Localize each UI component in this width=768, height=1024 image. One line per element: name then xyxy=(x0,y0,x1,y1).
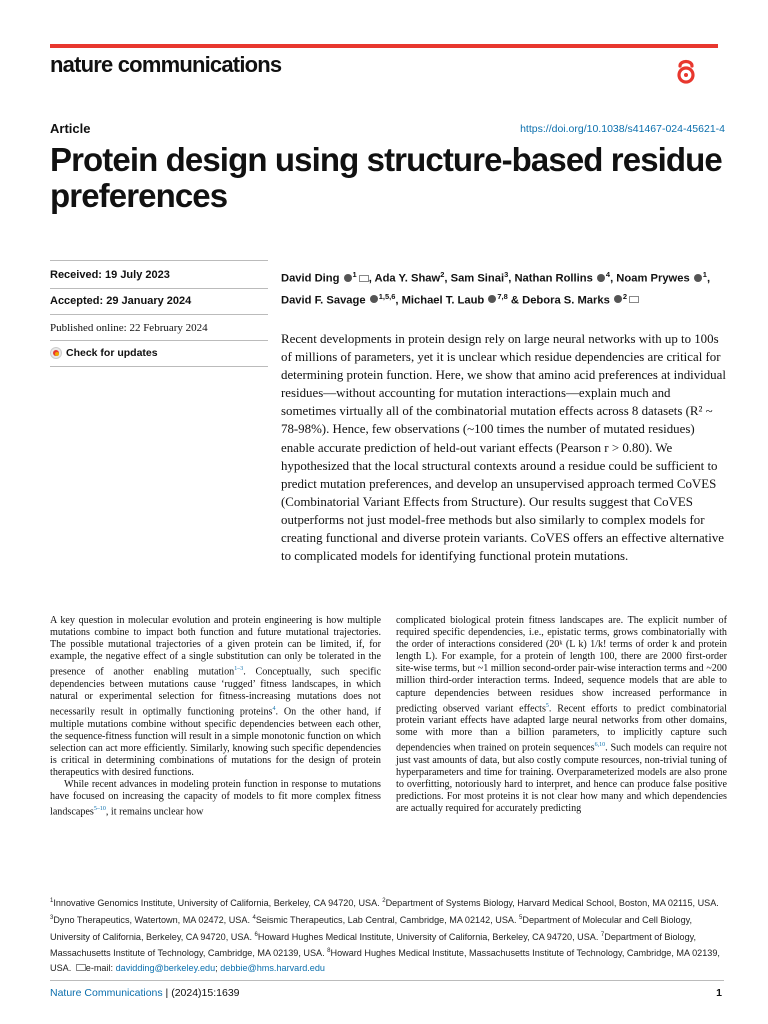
open-access-icon xyxy=(670,55,702,87)
author-name[interactable]: David Ding xyxy=(281,272,340,285)
orcid-icon[interactable] xyxy=(370,295,378,303)
footer-journal-link[interactable]: Nature Communications xyxy=(50,987,163,999)
accepted-date: Accepted: 29 January 2024 xyxy=(50,295,192,307)
reference-link[interactable]: 5–10 xyxy=(93,806,106,813)
orcid-icon[interactable] xyxy=(597,274,605,282)
abstract: Recent developments in protein design rely on large neural networks with up to 100s of millions of parameters, yet it is unclear which residue dependencies are critical for determining protein function. Here, we show that amino acid preferences at individual residues—without accounting for mutation interactions—explain much and sometimes virtually all of the combinatorial mutation effects across 8 datasets (R² ~ 78-98%). Hence, few observations (~100 times the number of mutated residues) enable accurate prediction of held-out variant effects (Pearson r > 0.80). We hypothesized that the local structural contexts around a residue could be sufficient to predict mutation preferences, and develop an unsupervised approach termed CoVES (Combinatorial Variant Effects from Structure). Our results suggest that CoVES outperforms not just model-free methods but also similarly to complex models for creating functional and diverse protein variants. CoVES offers an effective alternative to complicated models for identifying functional protein mutations. xyxy=(281,332,726,564)
received-date: Received: 19 July 2023 xyxy=(50,269,170,281)
orcid-icon[interactable] xyxy=(344,274,352,282)
author-name[interactable]: , Noam Prywes xyxy=(610,272,690,285)
doi-link[interactable]: https://doi.org/10.1038/s41467-024-45621-4 xyxy=(520,123,725,135)
orcid-icon[interactable] xyxy=(614,295,622,303)
author-name[interactable]: & Debora S. Marks xyxy=(507,294,610,307)
orcid-icon[interactable] xyxy=(694,274,702,282)
reference-link[interactable]: 5 xyxy=(545,702,549,709)
journal-name: nature communications xyxy=(50,52,282,77)
author-list: David Ding $^1$ , Ada Y. Shaw$^2$, Sam Sinai$^3$, Nathan Rollins $^4$, Noam Prywes $^1$, David F. Savage $^{1,5,6}$, Michael T. Laub $^{7,8}$ & Debora S. Marks $^2$ xyxy=(281,270,711,307)
footer-citation: Nature Communications | (2024)15:1639 xyxy=(50,987,240,999)
affiliations: $^1$Innovative Genomics Institute, University of California, Berkeley, CA 94720, USA. $^2$Department of Systems Biology, Harvard Medical School, Boston, MA 02115, USA. $^3$Dyno Therapeutics, Watertown, MA 02472, USA. $^4$Seismic Therapeutics, Lab Central, Cambridge, MA 02142, USA. $^5$Department of Molecular and Cell Biology, University of California, Berkeley, CA 94720, USA. $^6$Howard Hughes Medical Institute, University of California, Berkeley, CA 94720, USA. $^7$Department of Biology, Massachusetts Institute of Technology, Cambridge, MA 02139, USA. $^8$Howard Hughes Medical Institute, Massachusetts Institute of Technology, Cambridge, MA 02139, USA. e-mail: davidding@berkeley.edu; debbie@hms.harvard.edu xyxy=(50,898,720,974)
body-column-right xyxy=(396,615,727,815)
email-icon[interactable] xyxy=(359,275,369,282)
divider xyxy=(50,366,268,367)
check-for-updates-label: Check for updates xyxy=(66,347,158,359)
divider xyxy=(50,314,268,315)
author-name[interactable]: , David F. Savage xyxy=(281,272,711,307)
body-paragraph: A key question in molecular evolution and protein engineering is how multiple mutations combine to impact both function and future mutational trajectories. The possible mutational trajectories of a given protein can be limited, if, for example, the negative effect of a single substitution can only be tolerated in the presence of another enabling mutation$^{1-3}$. Conceptually, such specific dependencies between mutations cause ‘rugged’ fitness landscapes, in which natural or experimental selection for fitness-increasing mutations does not necessarily result in optimally functioning proteins$^4$. On the other hand, if multiple mutations combine without specific dependencies between each other, the sequence-fitness function will result in a simple monotonic function on which selection can act more efficiently. Similarly, knowing such specific dependencies is critical in determining combinations of mutations for the design of protein therapeutics with desired functions. xyxy=(50,615,381,778)
body-paragraph: While recent advances in modeling protein function in response to mutations have focused on increasing the capacity of models to fit more complex fitness landscapes$^{5-10}$, it remains unclear how xyxy=(50,778,381,818)
check-for-updates-button[interactable] xyxy=(50,347,270,359)
email-link[interactable]: davidding@berkeley.edu xyxy=(115,963,216,974)
author-name[interactable]: , Ada Y. Shaw xyxy=(368,272,441,285)
email-icon[interactable] xyxy=(629,296,639,303)
divider xyxy=(50,288,268,289)
reference-link[interactable]: 6,10 xyxy=(594,742,606,749)
email-link[interactable]: debbie@hms.harvard.edu xyxy=(220,963,325,974)
author-name[interactable]: , Nathan Rollins xyxy=(508,272,593,285)
published-date: Published online: 22 February 2024 xyxy=(50,322,208,334)
orcid-icon[interactable] xyxy=(488,295,496,303)
email-icon xyxy=(76,964,86,971)
article-title: Protein design using structure-based residue preferences xyxy=(50,141,722,214)
article-type-label: Article xyxy=(50,121,91,136)
body-column-left xyxy=(50,615,381,819)
body-paragraph: complicated biological protein fitness landscapes are. The explicit number of required specific dependencies, i.e., epistatic terms, grows combinatorially with the order of interactions considered (20ᵏ (L k) 1/k! terms of order k and protein length L). For example, for a protein of length 100, there are 2000 first-order site-wise terms, but ~1 million second-order pair-wise interaction terms and ~200 million third-order interaction terms. Indeed, sequence models that are able to capture dependencies between residues show increased performance in predicting observed variant effects$^5$. Recent efforts to predict combinatorial protein variant effects have adapted large neural networks from other domains, some with more than a billion parameters, to implicitly capture such dependencies when trained on protein sequences$^{6,10}$. Such models can require not just vast amounts of data, but also costly compute resources, non-trivial tuning of hyperparameters and time for training. Overparameterized models are also prone to overfitting, notoriously hard to interpret, and hence can produce false positive predictions. For most proteins it is not clear how many and which dependencies are actually required for accurately predicting xyxy=(396,615,727,815)
header-accent-bar xyxy=(50,44,718,48)
author-name[interactable]: , Michael T. Laub xyxy=(395,294,485,307)
footer-divider xyxy=(50,980,724,981)
reference-link[interactable]: 4 xyxy=(272,706,276,713)
reference-link[interactable]: 1–3 xyxy=(234,666,244,673)
page-number: 1 xyxy=(716,987,722,999)
author-name[interactable]: , Sam Sinai xyxy=(444,272,505,285)
divider xyxy=(50,260,268,261)
crossmark-icon xyxy=(50,347,62,359)
divider xyxy=(50,340,268,341)
